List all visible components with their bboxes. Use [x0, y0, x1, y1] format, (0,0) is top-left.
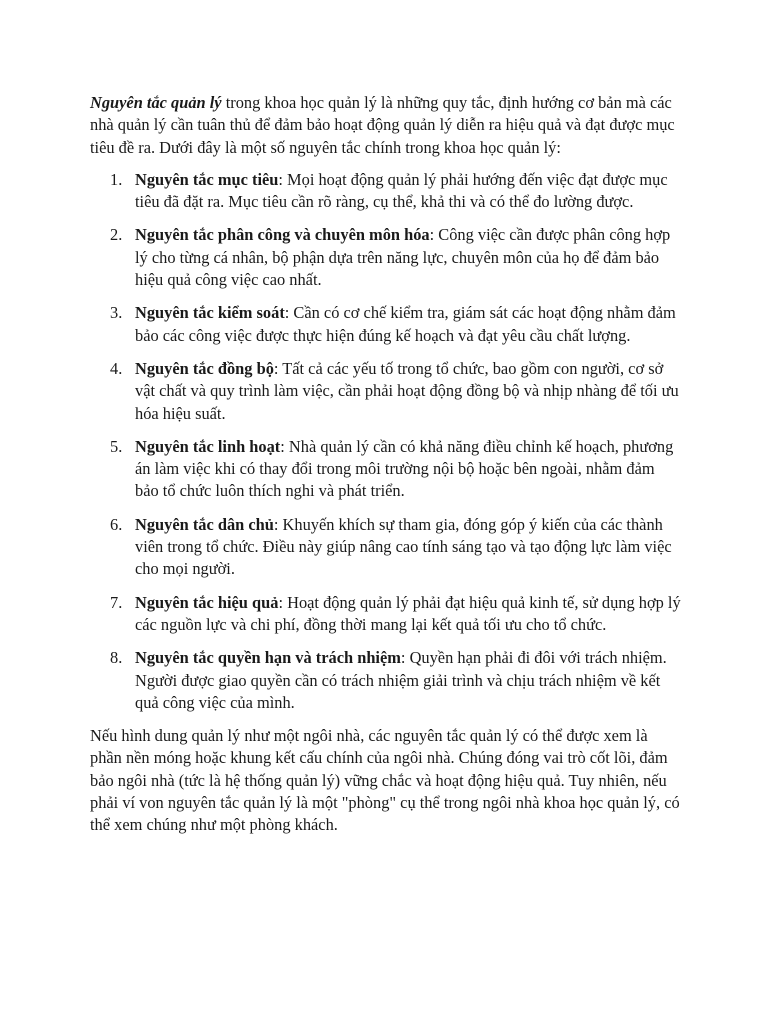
- closing-paragraph: Nếu hình dung quản lý như một ngôi nhà, các nguyên tắc quản lý có thể được xem là phần nền móng hoặc khung kết cấu chính của ngôi nhà. Chúng đóng vai trò cốt lõi, đảm bảo ngôi nhà (tức là hệ thống quản lý) vững chắc và hoạt động hiệu quả. Tuy nhiên, nếu phải ví von nguyên tắc quản lý là một "phòng" cụ thể trong ngôi nhà khoa học quản lý, có thể xem chúng như một phòng khách.: [90, 726, 680, 835]
- item-number: 8.: [110, 648, 123, 668]
- item-number: 1.: [110, 169, 123, 189]
- item-text: : Hoạt động quản lý phải đạt hiệu quả kinh tế, sử dụng hợp lý các nguồn lực và chi phí, đồng thời mang lại kết quả tối ưu cho tổ chức.: [135, 592, 681, 634]
- list-item: [90, 224, 682, 291]
- item-term: Nguyên tắc quyền hạn và trách nhiệm: [135, 648, 401, 668]
- item-number: 2.: [110, 225, 123, 245]
- list-item: [90, 302, 682, 347]
- item-term: Nguyên tắc hiệu quả: [135, 592, 279, 612]
- item-term: Nguyên tắc kiểm soát: [135, 303, 285, 323]
- list-item: [90, 358, 682, 425]
- item-text: : Nhà quản lý cần có khả năng điều chỉnh kế hoạch, phương án làm việc khi có thay đổi trong môi trường nội bộ hoặc bên ngoài, nhằm đảm bảo tổ chức luôn thích nghi và phát triển.: [135, 436, 674, 501]
- item-number: 4.: [110, 358, 123, 378]
- item-text: : Cần có cơ chế kiểm tra, giám sát các hoạt động nhằm đảm bảo các công việc được thực hiện đúng kế hoạch và đạt yêu cầu chất lượng.: [135, 303, 676, 345]
- item-text: : Mọi hoạt động quản lý phải hướng đến việc đạt được mục tiêu đã đặt ra. Mục tiêu cần rõ ràng, cụ thể, khả thi và có thể đo lường được.: [135, 169, 668, 212]
- intro-text: trong khoa học quản lý là những quy tắc, định hướng cơ bản mà các nhà quản lý cần tuân thủ để đảm bảo hoạt động quản lý diễn ra hiệu quả và đạt được mục tiêu đề ra. Dưới đây là một số nguyên tắc chính trong khoa học quản lý:: [90, 93, 675, 157]
- principles-list: [90, 169, 682, 714]
- list-item: [90, 169, 682, 214]
- item-term: Nguyên tắc linh hoạt: [135, 436, 281, 456]
- item-term: Nguyên tắc mục tiêu: [135, 169, 279, 189]
- list-item: [90, 514, 682, 581]
- item-text: : Tất cả các yếu tố trong tổ chức, bao gồm con người, cơ sở vật chất và quy trình làm việc, cần phải hoạt động đồng bộ và nhịp nhàng để tối ưu hóa hiệu suất.: [135, 358, 679, 423]
- item-term: Nguyên tắc dân chủ: [135, 514, 274, 534]
- list-item: [90, 436, 682, 503]
- document-page: [90, 92, 682, 837]
- intro-term: Nguyên tắc quản lý: [90, 93, 222, 112]
- item-text: : Khuyến khích sự tham gia, đóng góp ý kiến của các thành viên trong tổ chức. Điều này giúp nâng cao tính sáng tạo và tạo động lực làm việc cho mọi người.: [135, 514, 672, 579]
- intro-paragraph: [90, 92, 682, 159]
- item-term: Nguyên tắc đồng bộ: [135, 358, 274, 378]
- item-number: 6.: [110, 514, 123, 534]
- item-text: : Công việc cần được phân công hợp lý cho từng cá nhân, bộ phận dựa trên năng lực, chuyên môn của họ để đảm bảo hiệu quả công việc cao nhất.: [135, 225, 671, 290]
- item-number: 3.: [110, 303, 123, 323]
- item-text: : Quyền hạn phải đi đôi với trách nhiệm. Người được giao quyền cần có trách nhiệm giải trình và chịu trách nhiệm về kết quả công việc của mình.: [135, 648, 667, 712]
- item-term: Nguyên tắc phân công và chuyên môn hóa: [135, 225, 430, 245]
- list-item: [90, 647, 682, 714]
- list-item: [90, 592, 682, 637]
- item-number: 7.: [110, 592, 123, 612]
- item-number: 5.: [110, 436, 123, 456]
